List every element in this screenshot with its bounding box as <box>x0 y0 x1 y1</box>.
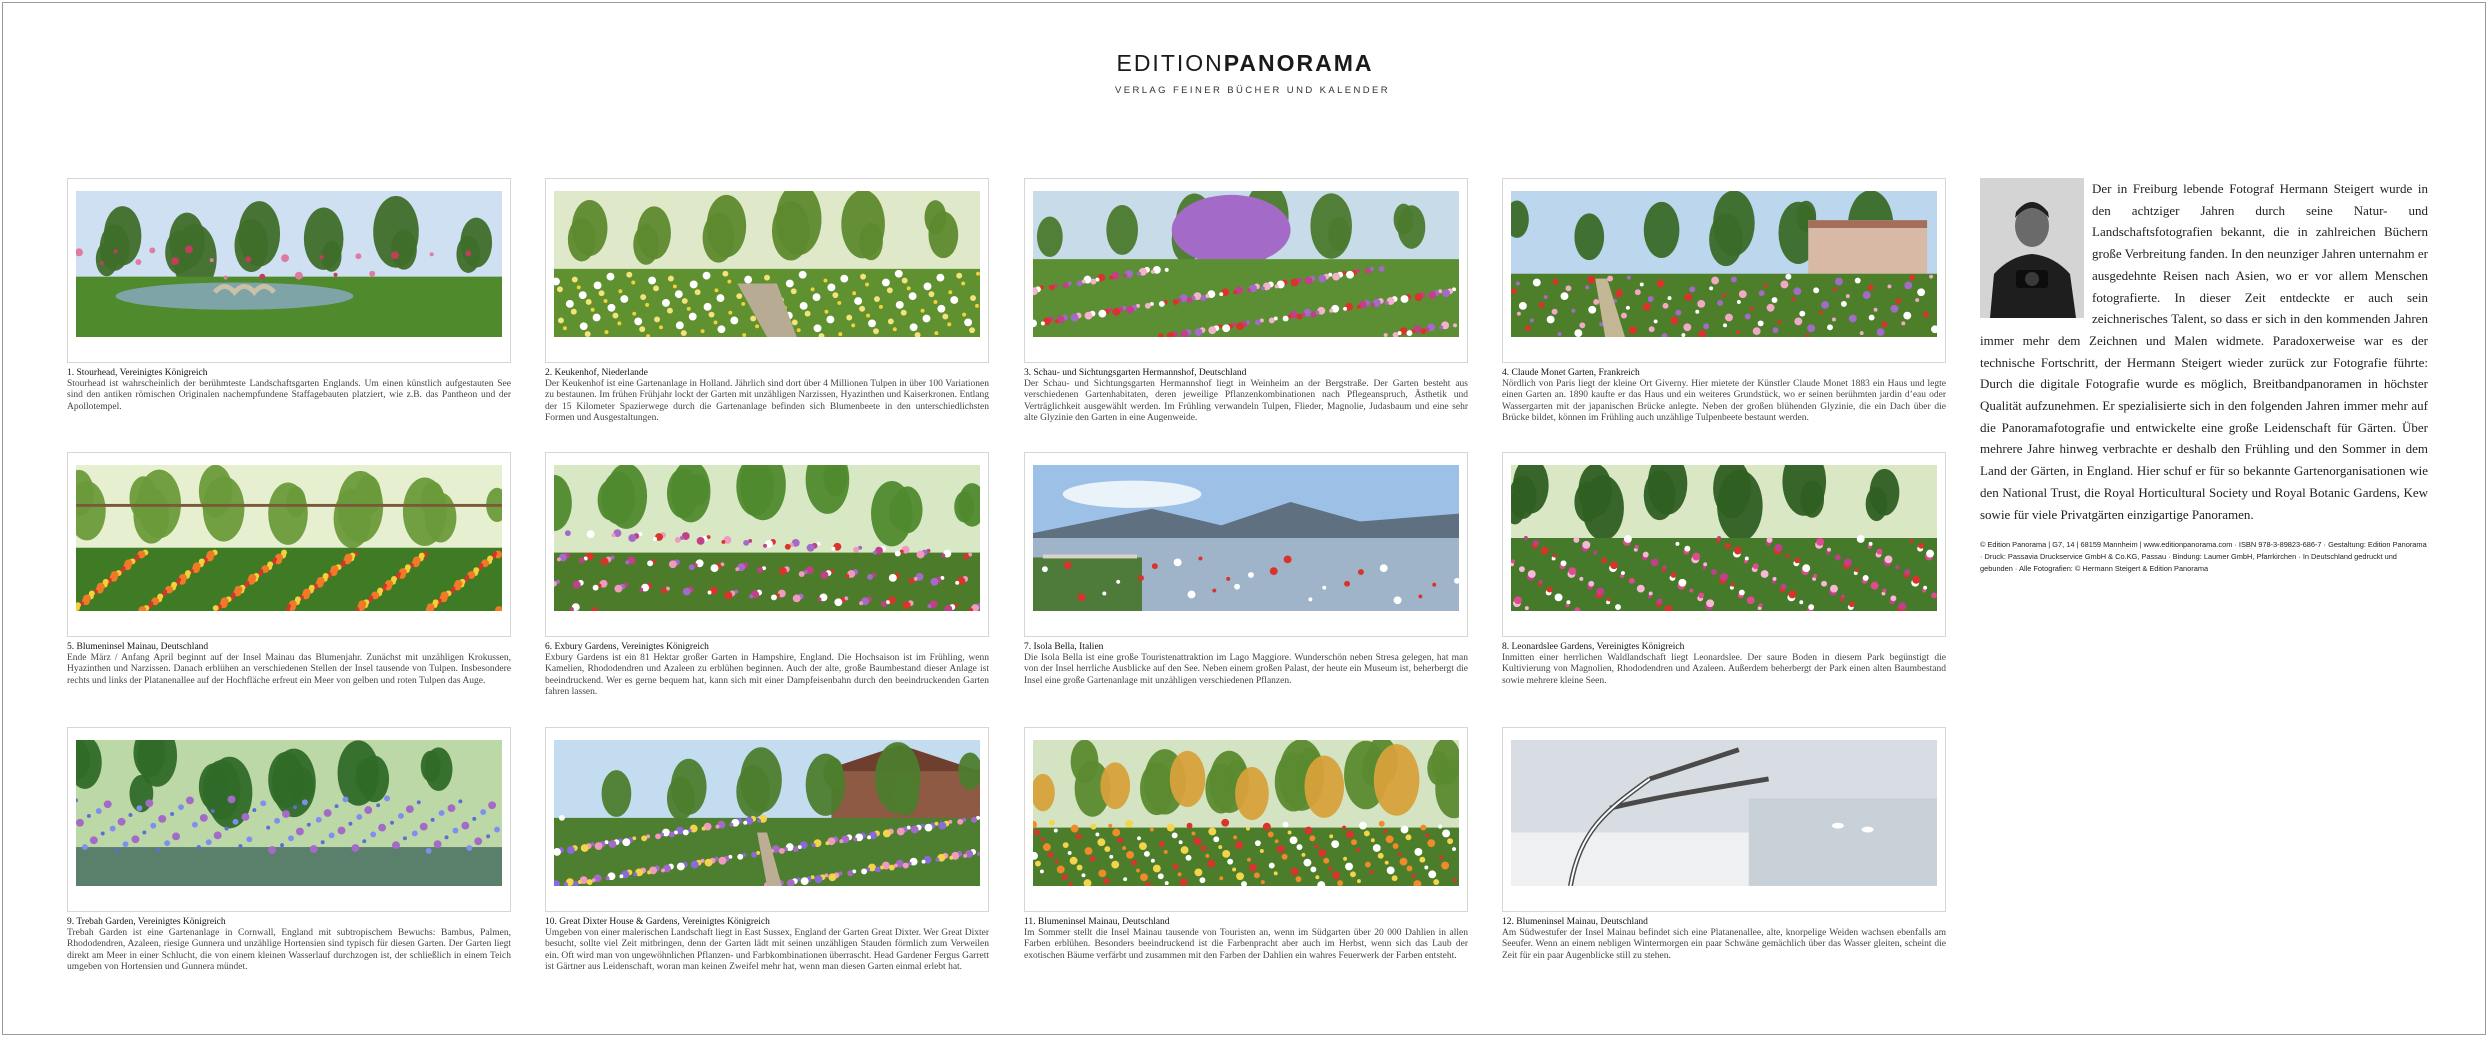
calendar-card <box>1502 178 1946 424</box>
brand-light: EDITION <box>1116 50 1224 76</box>
calendar-strip <box>1511 342 1937 348</box>
calendar-strip <box>554 342 980 348</box>
calendar-thumbnail <box>545 178 989 363</box>
calendar-strip <box>1511 616 1937 622</box>
card-text: Trebah Garden ist eine Gartenanlage in Cornwall, England mit subtropischem Bewuchs: Bambus, Palmen, Rhododendren, Azaleen, riesige Gunnera und unzählige Hortensien sind typisch für diesen Garten. Der Garten liegt direkt am Meer in einer Schlucht, die von einem kleinen Wasserlauf durchzogen ist, der schließlich in einem Teich umgeben von Hortensien und Gunnera mündet. <box>67 928 511 972</box>
panorama-photo <box>554 465 980 611</box>
panorama-photo <box>554 740 980 886</box>
calendar-card <box>1024 178 1468 424</box>
calendar-strip <box>554 891 980 897</box>
panorama-photo <box>76 465 502 611</box>
calendar-thumbnail <box>545 727 989 912</box>
card-title: 11. Blumeninsel Mainau, Deutschland <box>1024 917 1170 927</box>
card-title: 1. Stourhead, Vereinigtes Königreich <box>67 368 208 378</box>
card-title: 3. Schau- und Sichtungsgarten Hermannshof, Deutschland <box>1024 368 1247 378</box>
panorama-photo <box>554 191 980 337</box>
calendar-thumbnail <box>1024 178 1468 363</box>
card-title: 2. Keukenhof, Niederlande <box>545 368 648 378</box>
calendar-card <box>1024 452 1468 687</box>
bio-text: Der in Freiburg lebende Fotograf Hermann Steigert wurde in den achtziger Jahren durch seine Natur- und Landschaftsfotografien bekannt, die in zahlreichen Büchern große Verbreitung fanden. In den neunziger Jahren unternahm er ausgedehnte Reisen nach Asien, wo er vor allem Menschen fotografierte. In dieser Zeit entdeckte er auch sein zeichnerisches Talent, so dass er sich in den kommenden Jahren immer mehr dem Zeichnen und Malen widmete. Paradoxerweise war es der technische Fortschritt, der Hermann Steigert wieder zurück zur Fotografie führte: Durch die digitale Fotografie wurde es möglich, Breitbandpanoramen in höchster Qualität aufzunehmen. Er spezialisierte sich in den folgenden Jahren immer mehr auf die Panoramafotografie und entwickelte eine große Leidenschaft für Gärten. Über mehrere Jahre hinweg verbrachte er deshalb den Frühling und den Sommer in dem Land der Gärten, in England. Hier schuf er für so bekannte Gartenorganisationen wie den National Trust, die Royal Horticultural Society und Royal Botanic Gardens, Kew sowie für viele Privatgärten einzigartige Panoramen. <box>1980 181 2428 522</box>
card-title: 5. Blumeninsel Mainau, Deutschland <box>67 642 209 652</box>
card-title: 10. Great Dixter House & Gardens, Vereinigtes Königreich <box>545 917 770 927</box>
panorama-photo <box>1033 465 1459 611</box>
card-text: Stourhead ist wahrscheinlich der berühmteste Landschaftsgarten Englands. Um einen künstlich aufgestauten See sind den antiken römischen Originalen nachempfundene Staffagebauten platziert, wie z.B. das Pantheon und der Apollotempel. <box>67 379 511 412</box>
calendar-thumbnail <box>1024 727 1468 912</box>
calendar-thumbnail <box>1502 452 1946 637</box>
card-text: Umgeben von einer malerischen Landschaft liegt in East Sussex, England der Garten Great Dixter. Wer Great Dixter besucht, sollte viel Zeit mitbringen, denn der Garten lädt mit seinen unzähligen Stauden förmlich zum Verweilen ein. Oft wird man von ungewöhnlichen Pflanzen- und Farbkombinationen überrascht. Head Gardener Fergus Garrett ist Gärtner aus Leidenschaft, woran man keinen Zweifel mehr hat, wenn man diesen Garten einmal erlebt hat. <box>545 928 989 972</box>
imprint: © Edition Panorama | G7, 14 | 68159 Mannheim | www.editionpanorama.com · ISBN 978-3-89823-686-7 · Gestaltung: Edition Panorama · Druck: Passavia Druckservice GmbH & Co.KG, Passau · Bindung: Laumer GmbH, Pfarrkirchen · In Deutschland gedruckt und gebunden · Alle Fotografien: © Hermann Steigert & Edition Panorama <box>1980 540 2427 574</box>
calendar-strip <box>76 891 502 897</box>
calendar-card <box>67 452 511 687</box>
calendar-strip <box>554 616 980 622</box>
calendar-strip <box>1511 891 1937 897</box>
calendar-thumbnail <box>545 452 989 637</box>
calendar-strip <box>1033 342 1459 348</box>
card-text: Der Schau- und Sichtungsgarten Hermannshof liegt in Weinheim an der Bergstraße. Der Garten besteht aus verschiedenen Gartenhabitaten, deren jeweilige Pflanzenkombinationen nach Pflegeanspruch, Ästhetik und Verträglichkeit ausgewählt werden. Im Frühling verwandeln Tulpen, Flieder, Magnolie, Judasbaum und eine sehr alte Glyzinie den Garten in eine Augenweide. <box>1024 379 1468 423</box>
card-title: 8. Leonardslee Gardens, Vereinigtes Königreich <box>1502 642 1685 652</box>
brand-name <box>1115 50 1375 77</box>
calendar-strip <box>1033 891 1459 897</box>
calendar-card <box>67 178 511 413</box>
card-text: Im Sommer stellt die Insel Mainau tausende von Touristen an, wenn im Südgarten über 20 000 Dahlien in allen Farben erblühen. Besonders beeindruckend ist die Farbenpracht aber auch im Herbst, wenn sich das Laub der exotischen Bäume verfärbt und zusammen mit den Farben der Dahlien ein wahres Feuerwerk der Farben entsteht. <box>1024 928 1468 961</box>
calendar-card <box>1502 727 1946 962</box>
card-title: 4. Claude Monet Garten, Frankreich <box>1502 368 1640 378</box>
panorama-photo <box>76 740 502 886</box>
calendar-thumbnail <box>1024 452 1468 637</box>
photographer-bio <box>1980 178 2428 575</box>
calendar-strip <box>1033 616 1459 622</box>
calendar-card <box>545 178 989 424</box>
calendar-thumbnail <box>1502 727 1946 912</box>
card-title: 6. Exbury Gardens, Vereinigtes Königreich <box>545 642 709 652</box>
card-text: Die Isola Bella ist eine große Touristenattraktion im Lago Maggiore. Wunderschön neben Stresa gelegen, hat man von der Insel herrliche Ausblicke auf den See. Neben einem großen Palast, der heute ein Museum ist, beherbergt die Insel eine große Gartenanlage mit unzähligen verschiedenen Pflanzen. <box>1024 653 1468 686</box>
panorama-photo <box>1511 191 1937 337</box>
card-text: Am Südwestufer der Insel Mainau befindet sich eine Platanenallee, alte, knorpelige Weiden wachsen ebenfalls am Seeufer. Wenn an einem nebligen Wintermorgen ein paar Schwäne gemächlich über das Wasser gleiten, scheint die Zeit für ein paar Augenblicke still zu stehen. <box>1502 928 1946 961</box>
photographer-portrait <box>1980 178 2084 318</box>
brand-bold: PANORAMA <box>1223 50 1374 76</box>
panorama-photo <box>1511 740 1937 886</box>
calendar-card <box>1024 727 1468 962</box>
card-text: Ende März / Anfang April beginnt auf der Insel Mainau das Blumenjahr. Zunächst mit unzähligen Krokussen, Hyazinthen und Narzissen. Danach erblühen an verschiedenen Stellen der Insel tausende von Tulpen. Insbesondere rechts und links der Platanenallee auf der Hochfläche erfreut ein Meer von gelben und roten Tulpen das Auge. <box>67 653 511 686</box>
card-title: 12. Blumeninsel Mainau, Deutschland <box>1502 917 1648 927</box>
publisher-logo <box>1115 50 1391 96</box>
brand-tagline: VERLAG FEINER BÜCHER UND KALENDER <box>1115 85 1391 96</box>
calendar-thumbnail <box>67 452 511 637</box>
panorama-photo <box>1511 465 1937 611</box>
calendar-card <box>67 727 511 973</box>
panorama-photo <box>1033 740 1459 886</box>
card-text: Inmitten einer herrlichen Waldlandschaft liegt Leonardslee. Der saure Boden in diesem Park begünstigt die Kultivierung von Magnolien, Rhododendren und Azaleen. Außerdem beherbergt der Park einen alten Baumbestand sowie mehrere kleine Seen. <box>1502 653 1946 686</box>
panorama-photo <box>1033 191 1459 337</box>
calendar-thumbnail <box>67 178 511 363</box>
calendar-card <box>1502 452 1946 687</box>
calendar-strip <box>76 616 502 622</box>
calendar-thumbnail <box>67 727 511 912</box>
panorama-photo <box>76 191 502 337</box>
calendar-card <box>545 452 989 698</box>
calendar-thumbnail <box>1502 178 1946 363</box>
card-title: 7. Isola Bella, Italien <box>1024 642 1104 652</box>
card-text: Nördlich von Paris liegt der kleine Ort Giverny. Hier mietete der Künstler Claude Monet 1883 ein Haus und legte einen Garten an. 1890 kaufte er das Haus und ein weiteres Grundstück, wo er seinen berühmten jardin d’eau oder Wassergarten mit der japanischen Brücke anlegte. Neben der großen blühenden Glyzinie, die ein Dach über die Brücke bildet, können im Frühling auch unzählige Tulpenbeete bestaunt werden. <box>1502 379 1946 423</box>
calendar-card <box>545 727 989 973</box>
calendar-strip <box>76 342 502 348</box>
card-title: 9. Trebah Garden, Vereinigtes Königreich <box>67 917 226 927</box>
card-text: Exbury Gardens ist ein 81 Hektar großer Garten in Hampshire, England. Die Hochsaison ist im Frühling, wenn Kamelien, Rhododendren und Azaleen zu erblühen beginnen. Auch der alte, große Baumbestand dieser Anlage ist beeindruckend. Wer es gerne bequem hat, kann sich mit einer Dampfeisenbahn durch den beeindruckenden Garten fahren lassen. <box>545 653 989 697</box>
card-text: Der Keukenhof ist eine Gartenanlage in Holland. Jährlich sind dort über 4 Millionen Tulpen in über 100 Variationen zu bestaunen. Im frühen Frühjahr lockt der Garten mit unzähligen Narzissen, Hyazinthen und Kaiserkronen. Entlang der 15 Kilometer Spazierwege durch die Gartenanlage befinden sich Blumenbeete in den unterschiedlichsten Formen und Ausgestaltungen. <box>545 379 989 423</box>
